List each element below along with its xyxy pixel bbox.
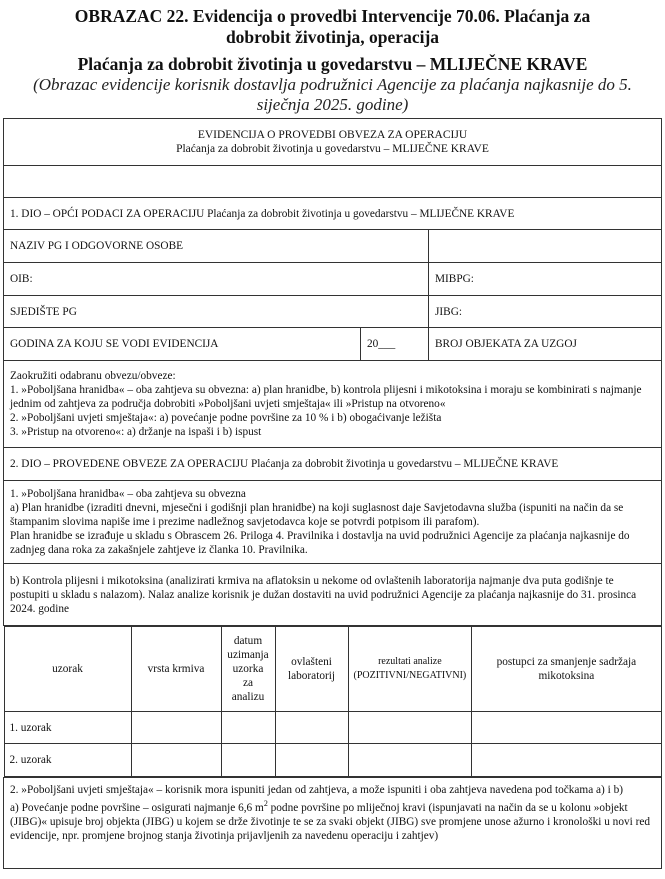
obligation-item[interactable]: 1. »Poboljšana hranidba« – oba zahtjeva su obvezna: a) plan hranidbe, b) kontrola plijesni i mikotoksina i moraju se kombinirati s najmanje jednim od zahtjeva za područja dobrobiti »Poboljšani uvjeti smještaja« ili »Pristup na otvoreno« xyxy=(10,384,642,410)
cell[interactable] xyxy=(472,744,661,777)
col-header: rezultati analize (POZITIVNI/NEGATIVNI) xyxy=(348,627,472,712)
cell[interactable] xyxy=(275,744,348,777)
text-line xyxy=(10,797,655,843)
kontrola-section: b) Kontrola plijesni i mikotoksina (analizirati krmiva na aflatoksin u nekome od ovlaštenih laboratorija najmanje dva puta godišnje te postupiti u skladu s nalazom). Nalaz analize korisnik je dužan dostaviti na uvid podružnici Agencije za plaćanja najkasnije do 31. prosinca 2024. godine xyxy=(4,564,662,626)
cell[interactable] xyxy=(221,712,275,744)
oib-field[interactable]: OIB: xyxy=(4,263,429,296)
text-span: a) Povećanje podne površine – osigurati najmanje 6,6 m xyxy=(10,801,264,814)
col-header: postupci za smanjenje sadržaja mikotoksina xyxy=(472,627,661,712)
header-line: Plaćanja za dobrobit životinja u govedarstvu – MLIJEČNE KRAVE xyxy=(176,143,489,155)
obligations-instruction: Zaokružiti odabranu obvezu/obveze: xyxy=(10,370,176,382)
sample-table xyxy=(4,626,662,777)
text-line: 2. »Poboljšani uvjeti smještaja« – korisnik mora ispuniti jedan od zahtjeva, a može ispuniti i oba zahtjeva navedena pod točkama a) i b) xyxy=(10,784,624,796)
table-row xyxy=(4,744,661,777)
text-line: a) Plan hranidbe (izraditi dnevni, mjesečni i godišnji plan hranidbe) na koji suglasnost daje Savjetodavna služba (ispuniti na način da se štampanim slovima napiše ime i prezime nadležnog savjetodavca koje se potvrdi potpisom ili parafom). xyxy=(10,502,624,528)
cell[interactable] xyxy=(131,744,221,777)
col-header: datum uzimanja uzorka za analizu xyxy=(221,627,275,712)
row-label: 2. uzorak xyxy=(4,744,131,777)
superscript: 2 xyxy=(263,799,268,808)
col-header: ovlašteni laboratorij xyxy=(275,627,348,712)
godina-label: GODINA ZA KOJU SE VODI EVIDENCIJA xyxy=(4,328,361,361)
obligation-item[interactable]: 3. »Pristup na otvoreno«: a) držanje na ispaši i b) ispust xyxy=(10,426,262,438)
obligation-item[interactable]: 2. »Poboljšani uvjeti smještaja«: a) povećanje podne površine za 10 % i b) obogaćivanje ležišta xyxy=(10,412,442,424)
text-line: Plan hranidbe se izrađuje u skladu s Obrascem 26. Priloga 4. Pravilnika i dostavlja na uvid podružnici Agencije za plaćanja najkasnije do zadnjeg dana roka za zakašnjele zahtjeve iz članka 10. Pravilnika. xyxy=(10,530,630,556)
cell[interactable] xyxy=(221,744,275,777)
cell[interactable] xyxy=(348,712,472,744)
form-header xyxy=(4,119,662,166)
form-note: (Obrazac evidencije korisnik dostavlja podružnici Agencije za plaćanja najkasnije do 5. siječnja 2025. godine) xyxy=(33,75,632,114)
col-header: uzorak xyxy=(4,627,131,712)
naziv-field[interactable] xyxy=(429,230,662,263)
text-span: podne površine po mliječnoj kravi (ispunjavati na način da se u kolonu »objekt (JIBG)« upisuje broj objekta (JIBG) u kojem se drže životinje te se za svaki objekt (JIBG) sve promjene unose ažurno i kronološki u novi red evidencije, npr. promjene brojnog stanja životinja prijavljenih za navedenu operaciju i zahtjev) xyxy=(10,801,651,842)
broj-objekata-field[interactable]: BROJ OBJEKATA ZA UZGOJ xyxy=(429,328,662,361)
part2-heading: 2. DIO – PROVEDENE OBVEZE ZA OPERACIJU Plaćanja za dobrobit životinja u govedarstvu – MLIJEČNE KRAVE xyxy=(4,448,662,481)
smjestaj-section xyxy=(4,778,662,869)
header-line: EVIDENCIJA O PROVEDBI OBVEZA ZA OPERACIJU xyxy=(197,129,468,141)
cell[interactable] xyxy=(275,712,348,744)
form-subtitle: Plaćanja za dobrobit životinja u govedarstvu – MLIJEČNE KRAVE xyxy=(77,54,588,74)
mibpg-field[interactable]: MIBPG: xyxy=(429,263,662,296)
row-label: 1. uzorak xyxy=(4,712,131,744)
col-header: vrsta krmiva xyxy=(131,627,221,712)
cell[interactable] xyxy=(472,712,661,744)
obligations-list xyxy=(4,361,662,448)
table-row xyxy=(4,712,661,744)
hranidba-section xyxy=(4,481,662,564)
naziv-label: NAZIV PG I ODGOVORNE OSOBE xyxy=(4,230,429,263)
cell[interactable] xyxy=(131,712,221,744)
sjediste-field[interactable]: SJEDIŠTE PG xyxy=(4,296,429,328)
jibg-field[interactable]: JIBG: xyxy=(429,296,662,328)
form-title: OBRAZAC 22. Evidencija o provedbi Intervencije 70.06. Plaćanja za dobrobit životinja, operacija xyxy=(74,6,591,47)
cell[interactable] xyxy=(348,744,472,777)
part1-heading: 1. DIO – OPĆI PODACI ZA OPERACIJU Plaćanja za dobrobit životinja u govedarstvu – MLIJEČNE KRAVE xyxy=(4,198,662,230)
text-line: 1. »Poboljšana hranidba« – oba zahtjeva su obvezna xyxy=(10,488,246,500)
empty-field[interactable] xyxy=(4,166,662,198)
evidence-form xyxy=(3,118,662,869)
year-field[interactable]: 20___ xyxy=(361,328,429,361)
